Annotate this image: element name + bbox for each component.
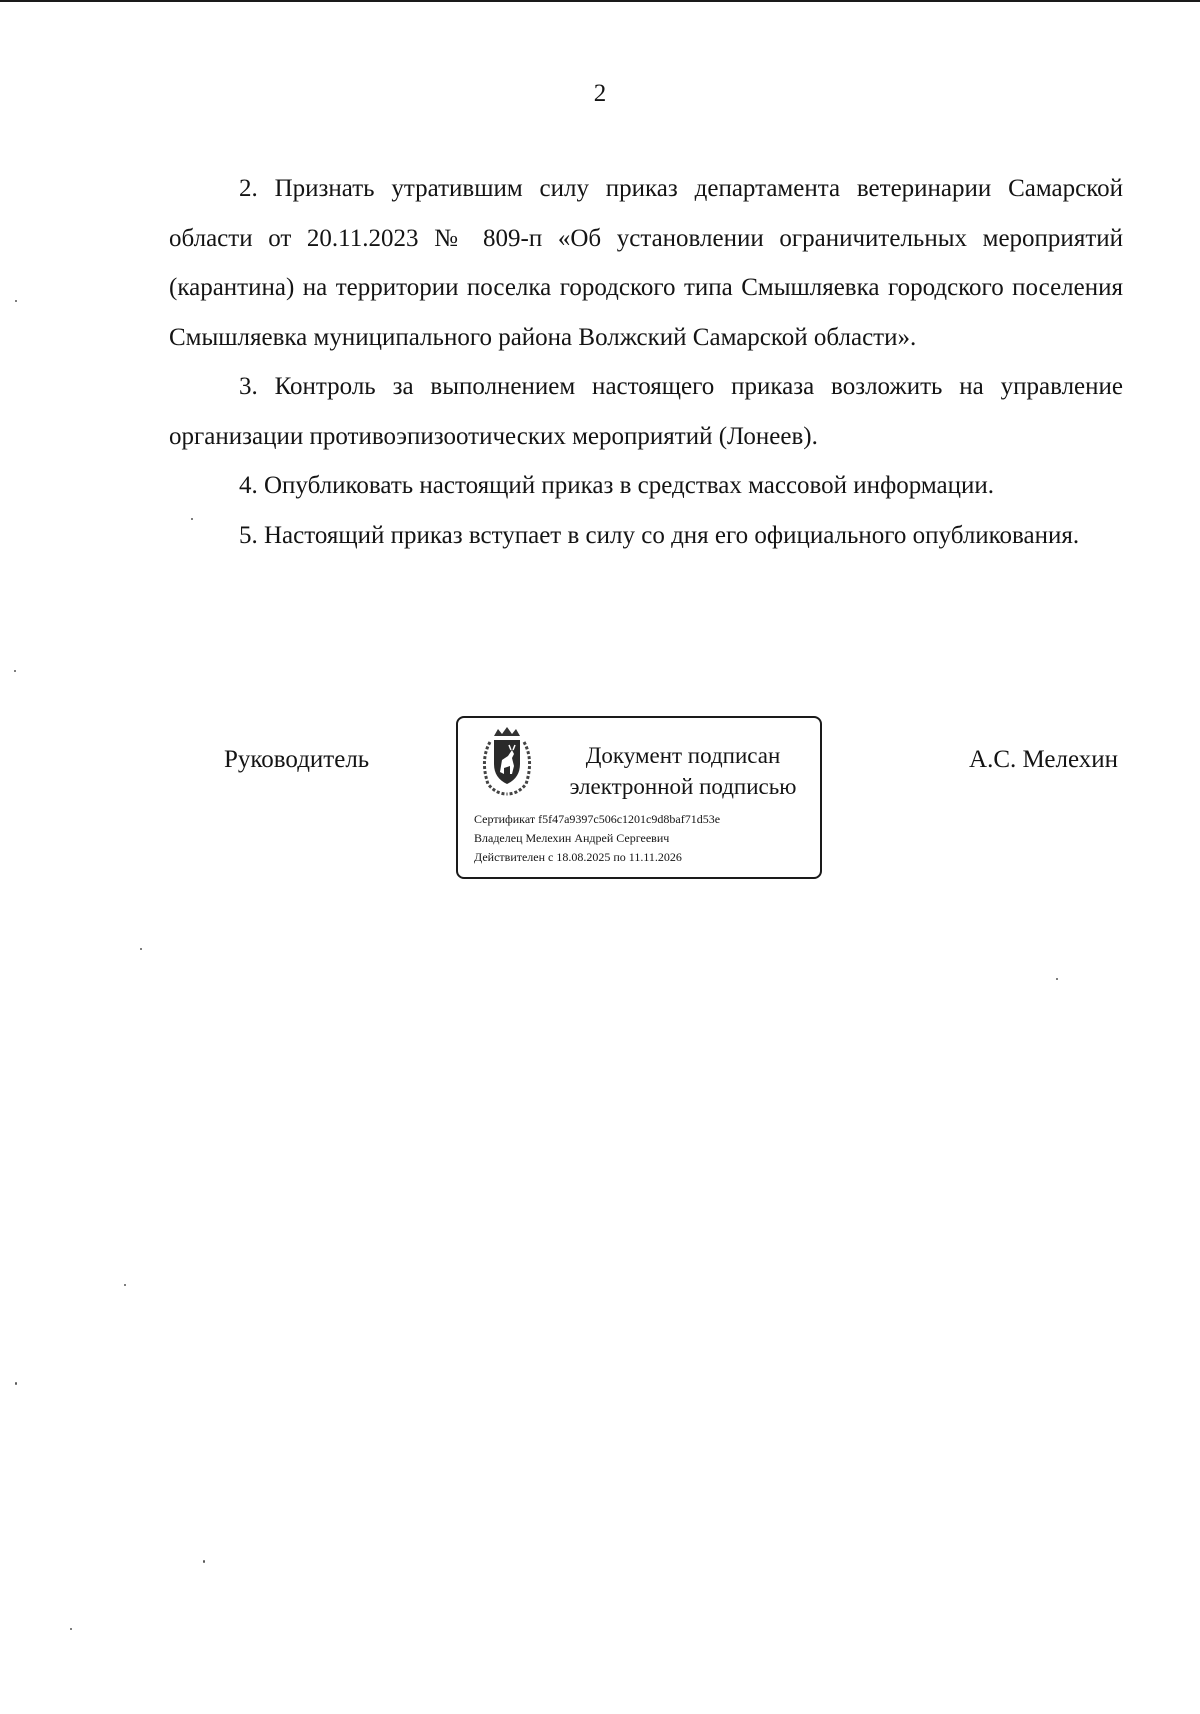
scan-speck xyxy=(14,670,16,672)
electronic-signature-stamp xyxy=(456,716,822,879)
document-body xyxy=(169,164,1123,560)
scan-speck xyxy=(140,948,142,950)
signature-block xyxy=(0,716,1200,886)
scan-speck xyxy=(70,1628,72,1630)
scan-speck xyxy=(15,1382,17,1385)
stamp-heading xyxy=(558,740,808,802)
top-border-line xyxy=(0,0,1200,2)
certificate-validity: Действителен с 18.08.2025 по 11.11.2026 xyxy=(474,850,682,864)
paragraph-5: 5. Настоящий приказ вступает в силу со дня его официального опубликования. xyxy=(239,521,1080,549)
stamp-heading-line: Документ подписан xyxy=(585,743,781,768)
signer-name: А.С. Мелехин xyxy=(969,746,1118,773)
signer-position: Руководитель xyxy=(224,746,370,773)
certificate-number: Сертификат f5f47a9397c506c1201c9d8baf71d53e xyxy=(474,812,721,826)
paragraph-2: 2. Признать утратившим силу приказ департамента ветеринарии Самарской области от 20.11.2023 № 809-п «Об установлении ограничительных мероприятий (карантина) на территории поселка городского типа Смышляевка городского поселения Смышляевка муниципального района Волжский Самарской области». xyxy=(169,175,1123,351)
certificate-details xyxy=(474,810,720,867)
stamp-heading-line: электронной подписью xyxy=(569,774,797,799)
scan-speck xyxy=(15,300,17,302)
page-number: 2 xyxy=(593,80,607,107)
paragraph-4: 4. Опубликовать настоящий приказ в средствах массовой информации. xyxy=(239,472,995,499)
scan-speck xyxy=(124,1284,126,1286)
scan-speck xyxy=(1056,978,1058,980)
paragraph-3: 3. Контроль за выполнением настоящего приказа возложить на управление организации противоэпизоотических мероприятий (Лонеев). xyxy=(169,373,1123,450)
scan-speck xyxy=(203,1560,205,1563)
samara-region-coat-of-arms-icon xyxy=(474,726,540,798)
certificate-owner: Владелец Мелехин Андрей Сергеевич xyxy=(474,831,670,845)
